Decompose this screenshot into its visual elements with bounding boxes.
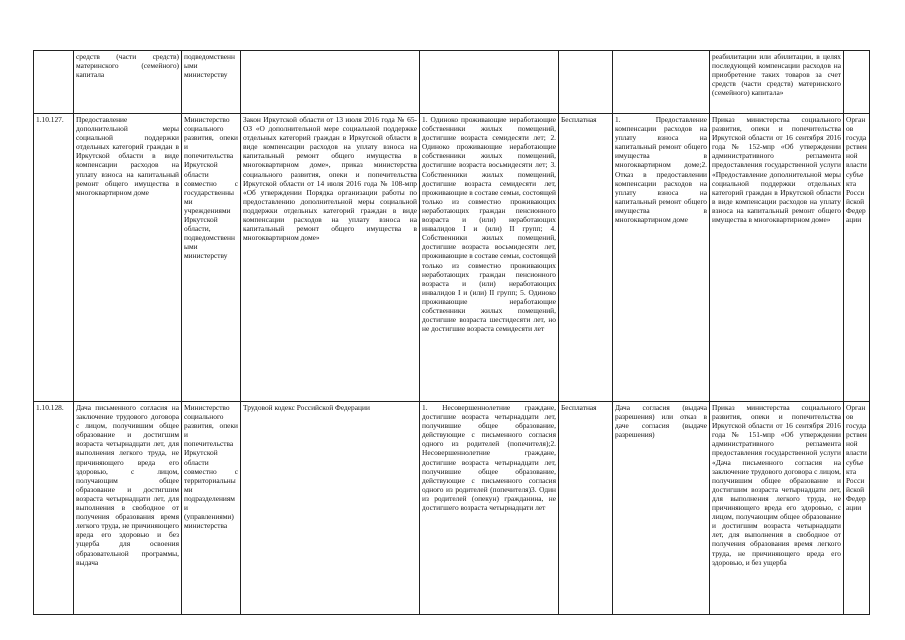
fee: Бесплатная	[559, 114, 613, 402]
fee	[559, 51, 613, 114]
result	[613, 51, 710, 114]
row-number: 1.10.128.	[34, 402, 74, 615]
regulation: Приказ министерства социального развития, опеки и попечительства Иркутской области от 16 сентября 2016 года № 151-мпр «Об утверждении административного регламента предоставления государственной услуги «Дача письменного согласия на заключение трудового договора с лицом, получившим общее образование и достигшим возраста четырнадцати лет, для выполнения легкого труда, не причиняющего вреда его здоровью, с лицом, получающим общее образование и достигшим возраста четырнадцати лет, для выполнения в свободное от получения образования время легкого труда, не причиняющего вреда его здоровью, и без ущерба	[710, 402, 844, 615]
result: Дача согласия (выдача разрешения) или отказ в даче согласия (выдаче разрешения)	[613, 402, 710, 615]
legal-basis: Трудовой кодекс Российской Федерации	[241, 402, 420, 615]
service-name: Дача письменного согласия на заключение трудового договора с лицом, получившим общее образование и достигшим возраста четырнадцати лет, для выполнения легкого труда, не причиняющего вреда его здоровью, с лицом, получающим общее образование и достигшим возраста четырнадцати лет, для выполнения в свободное от получения образования время легкого труда, не причиняющего вреда его здоровью и без ущерба для освоения образовательной программы, выдача	[74, 402, 182, 615]
result: 1. Предоставление компенсации расходов на уплату взноса на капитальный ремонт общего имущества в многоквартирном доме;2. Отказ в предоставлении компенсации расходов на уплату взноса на капитальный ремонт общего имущества в многоквартирном доме	[613, 114, 710, 402]
recipients: 1. Одиноко проживающие неработающие собственники жилых помещений, достигшие возраста семидесяти лет; 2. Одиноко проживающие неработающие собственники жилых помещений, достигшие возраста восьмидесяти лет; 3. Собственники жилых помещений, достигшие возраста семидесяти лет, проживающие в составе семьи, состоящей только из совместно проживающих неработающих граждан пенсионного возраста и (или) неработающих инвалидов I и (или) II групп; 4. Собственники жилых помещений, достигшие возраста восьмидесяти лет, проживающие в составе семьи, состоящей только из совместно проживающих неработающих граждан пенсионного возраста и (или) неработающих инвалидов I и (или) II групп; 5. Одиноко проживающие неработающие собственники жилых помещений, достигшие возраста шестидесяти лет, но не достигшие возраста семидесяти лет	[420, 114, 559, 402]
row-number: 1.10.127.	[34, 114, 74, 402]
provider: Министерство социального развития, опеки и попечительства Иркутской области совместно с государственными учреждениями Иркутской области, подведомственными министерству	[182, 114, 241, 402]
row-number	[34, 51, 74, 114]
fee: Бесплатная	[559, 402, 613, 615]
recipients: 1. Несовершеннолетние граждане, достигшие возраста четырнадцати лет, получившие общее образование, действующие с письменного согласия одного из родителей (попечителя);2. Несовершеннолетние граждане, достигшие возраста четырнадцати лет, получившие общее образование, действующие с письменного согласия одного из родителей (попечителя)3. Один из родителей (опекун) гражданина, не достигшего возраста четырнадцати лет	[420, 402, 559, 615]
regulation: Приказ министерства социального развития, опеки и попечительства Иркутской области от 16 сентября 2016 года № 152-мпр «Об утверждении административного регламента предоставления государственной услуги «Предоставление дополнительной меры социальной поддержки отдельных категорий граждан в Иркутской области в виде компенсации расходов на уплату взноса на капитальный ремонт общего имущества в многоквартирном доме»	[710, 114, 844, 402]
table-row	[34, 114, 870, 402]
table-row	[34, 51, 870, 114]
recipients	[420, 51, 559, 114]
table-row	[34, 402, 870, 615]
authority-level: Органов государственной власти субъекта Российской Федерации	[844, 402, 870, 615]
legal-basis: Закон Иркутской области от 13 июля 2016 года № 65-ОЗ «О дополнительной мере социальной поддержке отдельных категорий граждан в Иркутской области в виде компенсации расходов на уплату взноса на капитальный ремонт общего имущества в многоквартирном доме», приказ министерства социального развития, опеки и попечительства Иркутской области от 14 июля 2016 года № 108-мпр «Об утверждении Порядка организации работы по предоставлению дополнительной меры социальной поддержки отдельных категорий граждан в виде компенсации расходов на уплату взноса на капитальный ремонт общего имущества в многоквартирном доме»	[241, 114, 420, 402]
authority-level: Органов государственной власти субъекта Российской Федерации	[844, 114, 870, 402]
service-name: Предоставление дополнительной меры социальной поддержки отдельных категорий граждан в Иркутской области в виде компенсации расходов на уплату взноса на капитальный ремонт общего имущества в многоквартирном доме	[74, 114, 182, 402]
service-name: средств (части средств) материнского (семейного) капитала	[74, 51, 182, 114]
services-register-table	[33, 50, 870, 615]
regulation: реабилитации или абилитации, в целях последующей компенсации расходов на приобретение таких товаров за счет средств (части средств) материнского (семейного) капитала»	[710, 51, 844, 114]
provider: подведомственными министерству	[182, 51, 241, 114]
legal-basis	[241, 51, 420, 114]
authority-level	[844, 51, 870, 114]
provider: Министерство социального развития, опеки и попечительства Иркутской области совместно с территориальными подразделениями (управлениями) министерства	[182, 402, 241, 615]
